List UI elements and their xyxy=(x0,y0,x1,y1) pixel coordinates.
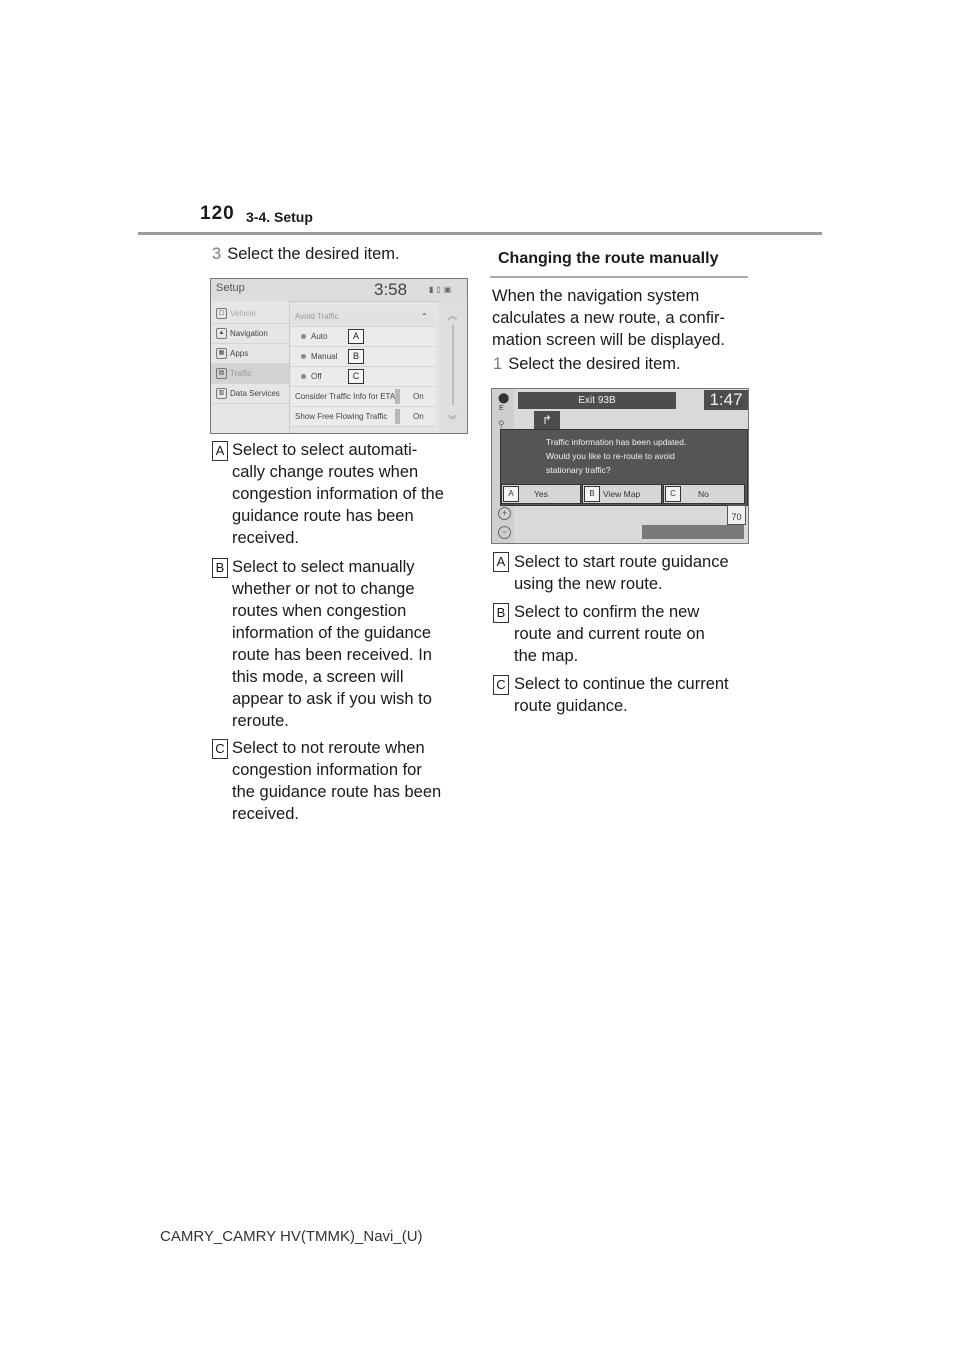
desc-c: Select to not reroute when congestion information for the guidance route has been received. xyxy=(232,739,442,823)
desc-a: Select to select automati- cally change routes when congestion information of the guidance route has been received. xyxy=(232,441,444,547)
subsection-heading: Changing the route manually xyxy=(490,242,748,278)
ref-a: A xyxy=(212,441,228,461)
zoom-out-icon[interactable]: − xyxy=(498,526,511,539)
option-auto[interactable]: Auto xyxy=(291,327,435,347)
menu-item-traffic[interactable]: ▤ Traffic xyxy=(211,364,289,384)
step-3 xyxy=(212,243,400,265)
avoid-traffic-header[interactable]: Avoid Traffic ⌃ xyxy=(291,307,435,327)
exit-banner: Exit 93B xyxy=(518,392,676,409)
desc-b-right: Select to confirm the new route and current route on the map. xyxy=(514,603,705,665)
dialog-message: Traffic information has been updated. Would you like to re-route to avoid stationary traffic? xyxy=(546,437,687,475)
intro-text: When the navigation system calculates a new route, a confir- mation screen will be displayed. xyxy=(492,287,725,349)
screen-title: Setup xyxy=(216,282,245,294)
option-off[interactable]: Off xyxy=(291,367,435,387)
menu-item-vehicle[interactable]: ▢ Vehicle xyxy=(211,304,289,324)
ref-a-right: A xyxy=(493,552,509,572)
zoom-in-icon[interactable]: + xyxy=(498,507,511,520)
compass-letter: E xyxy=(499,405,504,412)
screen-clock: 3:58 xyxy=(374,280,408,299)
menu-item-apps[interactable]: ▦ Apps xyxy=(211,344,289,364)
screen-clock: 1:47 xyxy=(704,390,748,410)
compass-icon: ⬤ xyxy=(498,393,510,404)
turn-arrow-icon: ↱ xyxy=(534,411,560,429)
ref-b: B xyxy=(212,558,228,578)
pin-icon: ⚲ xyxy=(498,419,505,429)
desc-a-right: Select to start route guidance using the new route. xyxy=(514,553,729,593)
scroll-up-icon: ︽ xyxy=(448,311,458,321)
yes-button[interactable]: A Yes xyxy=(501,484,581,504)
option-manual[interactable]: Manual xyxy=(291,347,435,367)
status-icons: ▮▯▣ xyxy=(429,285,455,294)
step-text: Select the desired item. xyxy=(508,355,681,373)
ref-b-right: B xyxy=(493,603,509,623)
screen-header xyxy=(211,279,467,302)
chevron-up-icon: ⌃ xyxy=(421,312,428,321)
callout-b: B xyxy=(348,349,364,364)
vehicle-icon: ▢ xyxy=(216,308,227,319)
view-map-button[interactable]: B View Map xyxy=(582,484,662,504)
traffic-update-dialog xyxy=(500,429,748,506)
ref-c: C xyxy=(212,739,228,759)
step-number: 3 xyxy=(212,245,222,263)
menu-item-navigation[interactable]: ▲ Navigation xyxy=(211,324,289,344)
ref-c-right: C xyxy=(493,675,509,695)
scrollbar[interactable] xyxy=(439,301,467,433)
section-title: 3-4. Setup xyxy=(246,209,313,225)
reroute-dialog-screenshot xyxy=(491,388,749,544)
traffic-icon: ▤ xyxy=(216,368,227,379)
header-rule xyxy=(138,232,822,235)
data-services-icon: ▥ xyxy=(216,388,227,399)
desc-b: Select to select manually whether or not to change routes when congestion information of the guidance route has been received. In this mode, a screen will appear to ask if you wish to reroute. xyxy=(232,558,432,730)
step-text: Select the desired item. xyxy=(227,245,400,263)
desc-c-right: Select to continue the current route guidance. xyxy=(514,675,729,715)
document-footer: CAMRY_CAMRY HV(TMMK)_Navi_(U) xyxy=(160,1228,423,1245)
row-consider-traffic-eta[interactable]: Consider Traffic Info for ETA On xyxy=(291,387,435,407)
step-number: 1 xyxy=(493,355,503,373)
scroll-track xyxy=(452,325,454,405)
page-number: 120 xyxy=(200,203,235,224)
apps-icon: ▦ xyxy=(216,348,227,359)
radio-icon xyxy=(301,354,306,359)
callout-c: C xyxy=(348,369,364,384)
row-show-free-flowing[interactable]: Show Free Flowing Traffic On xyxy=(291,407,435,427)
setup-traffic-screenshot xyxy=(210,278,468,434)
no-button[interactable]: C No xyxy=(663,484,745,504)
callout-a: A xyxy=(348,329,364,344)
step-1 xyxy=(493,353,681,375)
navigation-icon: ▲ xyxy=(216,328,227,339)
setup-menu xyxy=(211,301,290,433)
scroll-down-icon: ︾ xyxy=(448,415,458,425)
radio-icon xyxy=(301,334,306,339)
speed-limit-sign: 70 xyxy=(727,505,746,525)
menu-item-data-services[interactable]: ▥ Data Services xyxy=(211,384,289,404)
radio-icon xyxy=(301,374,306,379)
map-status-bar xyxy=(642,525,744,539)
